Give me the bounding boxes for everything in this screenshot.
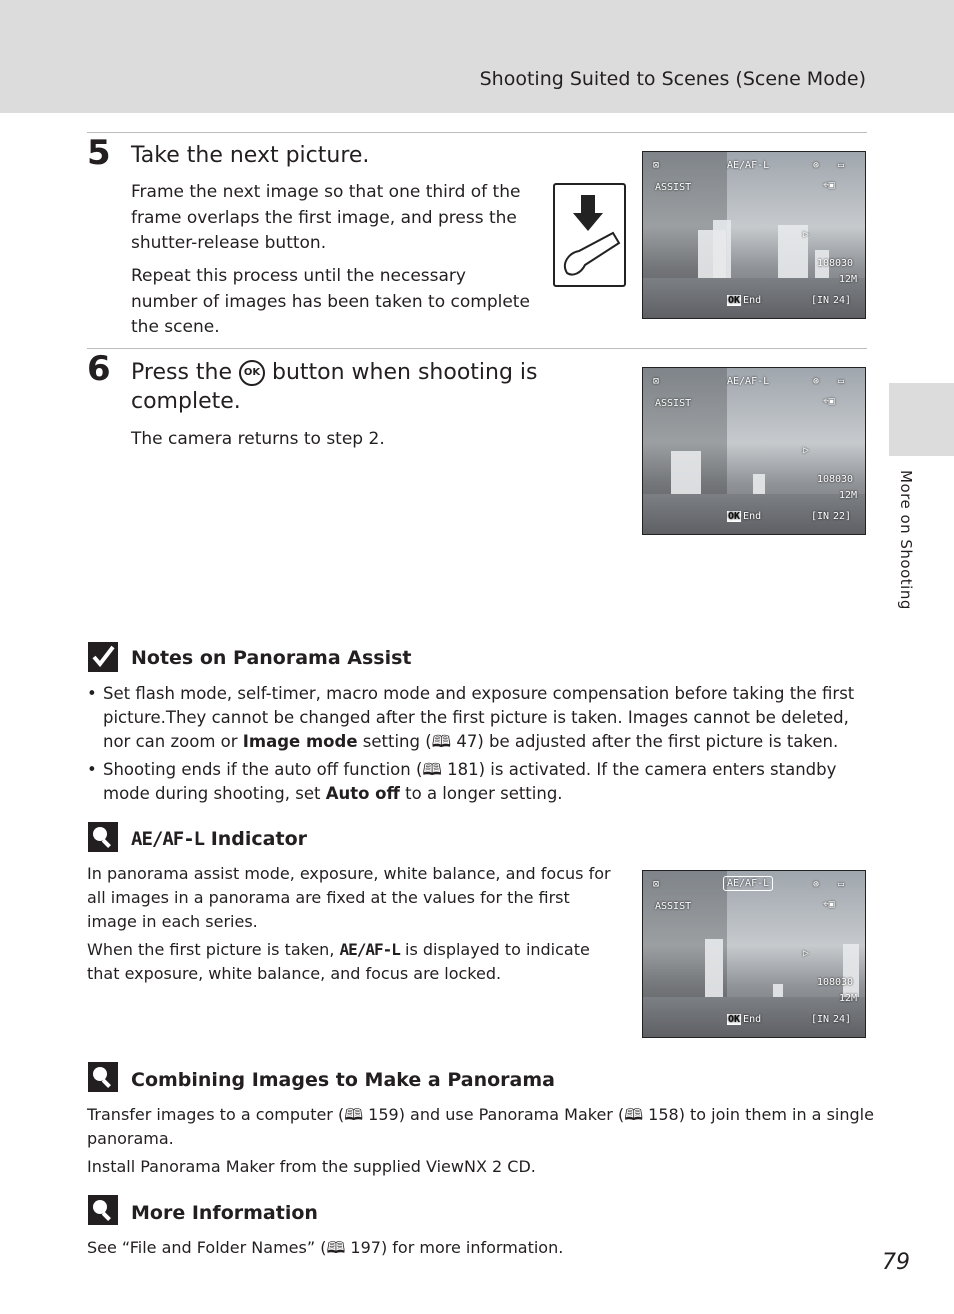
ok-button-icon: OK	[239, 360, 265, 386]
step-number: 6	[87, 349, 111, 389]
section-title: AE/AF-L Indicator	[131, 828, 308, 850]
exposures-remaining: 24]	[833, 1014, 852, 1025]
body-text: Transfer images to a computer (🕮 159) and use Panorama Maker (🕮 158) to join them in a single panorama.	[87, 1105, 874, 1148]
aefl-indicator-highlighted: AE/AF-L	[723, 876, 773, 891]
panorama-mode-icon: ⊠	[653, 376, 660, 387]
shutter-button-illustration	[553, 183, 626, 287]
internal-memory-icon: [IN	[811, 511, 830, 522]
frame-rate: 30	[841, 258, 854, 269]
body-text: Install Panorama Maker from the supplied ViewNX 2 CD.	[87, 1157, 536, 1176]
internal-memory-icon: [IN	[811, 295, 830, 306]
arrow-right-icon: ▷	[803, 445, 810, 456]
assist-label: ASSIST	[655, 901, 692, 912]
panorama-mode-icon: ⊠	[653, 160, 660, 171]
body-text: In panorama assist mode, exposure, white balance, and focus for all images in a panorama are fixed at the values for the first image in each series.	[87, 864, 611, 931]
step-number: 5	[87, 133, 111, 173]
movie-resolution: 1080	[817, 258, 842, 269]
assist-label: ASSIST	[655, 398, 692, 409]
flash-icon: ⊛	[813, 376, 820, 387]
side-tab	[889, 383, 954, 456]
image-size: 12M	[839, 993, 858, 1004]
image-size: 12M	[839, 274, 858, 285]
ok-end-hint: OK End	[728, 1014, 762, 1025]
aefl-indicator: AE/AF-L	[727, 376, 770, 387]
battery-icon: ▭	[838, 376, 845, 387]
image-size: 12M	[839, 490, 858, 501]
frame-rate: 30	[841, 474, 854, 485]
exposures-remaining: 24]	[833, 295, 852, 306]
panorama-mode-icon: ⊠	[653, 879, 660, 890]
arrow-right-icon: ▷	[803, 948, 810, 959]
exposures-remaining: 22]	[833, 511, 852, 522]
section-title: Combining Images to Make a Panorama	[131, 1069, 555, 1091]
flash-icon: ⊛	[813, 160, 820, 171]
aefl-icon: AE/AF-L	[339, 940, 400, 959]
flash-icon: ⊛	[813, 879, 820, 890]
vr-icon: ⌖▣	[823, 396, 835, 407]
divider	[87, 348, 867, 349]
magnifier-note-icon	[88, 1195, 118, 1225]
magnifier-note-icon	[88, 1062, 118, 1092]
step-title: Take the next picture.	[131, 143, 370, 168]
camera-screen	[642, 367, 866, 535]
press-shutter-icon	[555, 185, 624, 285]
battery-icon: ▭	[838, 879, 845, 890]
camera-screen	[642, 870, 866, 1038]
vr-icon: ⌖▣	[823, 899, 835, 910]
notes-list	[87, 682, 867, 810]
magnifier-note-icon	[88, 822, 118, 852]
step-instruction: Repeat this process until the necessary number of images has been taken to complete the scene.	[131, 266, 530, 337]
movie-resolution: 1080	[817, 977, 842, 988]
assist-label: ASSIST	[655, 182, 692, 193]
step-instruction: Frame the next image so that one third of the frame overlaps the first image, and press the shutter-release button.	[131, 182, 521, 253]
aefl-indicator: AE/AF-L	[727, 160, 770, 171]
movie-resolution: 1080	[817, 474, 842, 485]
battery-icon: ▭	[838, 160, 845, 171]
aefl-icon: AE/AF-L	[131, 828, 205, 850]
body-text: See “File and Folder Names” (🕮 197) for more information.	[87, 1238, 564, 1257]
caution-check-icon	[88, 642, 118, 672]
section-title: Notes on Panorama Assist	[131, 647, 412, 669]
chapter-title: Shooting Suited to Scenes (Scene Mode)	[479, 68, 866, 90]
step-title: Press the OK button when shooting is complete.	[131, 360, 538, 414]
list-item: • Shooting ends if the auto off function (🕮 181) is activated. If the camera enters standby mode during shooting, set Auto off to a longer setting.	[87, 758, 867, 806]
page-number: 79	[882, 1250, 910, 1275]
step-instruction: The camera returns to step 2.	[131, 429, 385, 449]
arrow-right-icon: ▷	[803, 229, 810, 240]
body-text: When the first picture is taken, AE/AF-L is displayed to indicate that exposure, white balance, and focus are locked.	[87, 940, 590, 983]
side-tab-label: More on Shooting	[897, 470, 915, 610]
divider	[87, 132, 867, 133]
internal-memory-icon: [IN	[811, 1014, 830, 1025]
section-title: More Information	[131, 1202, 318, 1224]
vr-icon: ⌖▣	[823, 180, 835, 191]
list-item: • Set flash mode, self-timer, macro mode and exposure compensation before taking the first picture.They cannot be changed after the first picture is taken. Images cannot be deleted, nor can zoom or Image mode setting (🕮 47) be adjusted after the first picture is taken.	[87, 682, 867, 754]
ok-end-hint: OK End	[728, 511, 762, 522]
frame-rate: 30	[841, 977, 854, 988]
camera-screen	[642, 151, 866, 319]
ok-end-hint: OK End	[728, 295, 762, 306]
page-header	[0, 0, 954, 113]
